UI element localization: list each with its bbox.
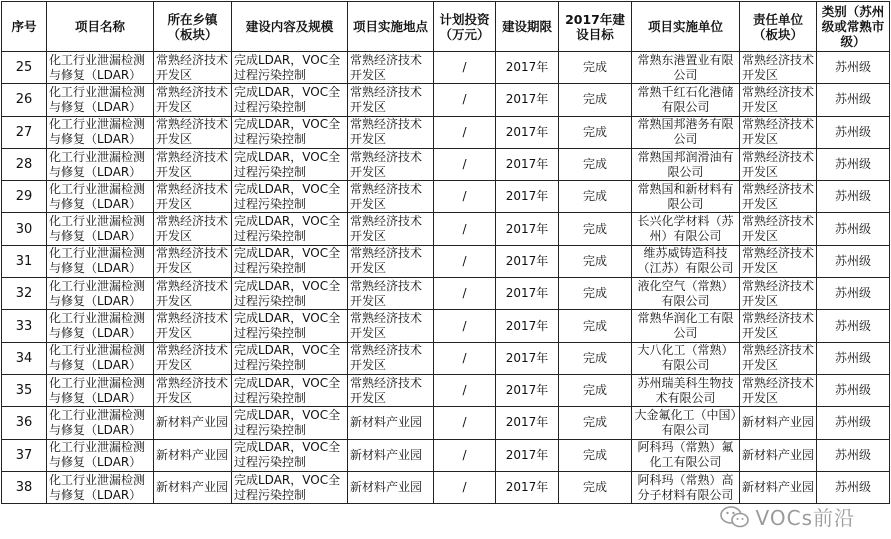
cell-site: 新材料产业园 [348, 471, 434, 503]
header-no: 序号 [2, 2, 47, 52]
cell-unit: 液化空气（常熟）有限公司 [632, 278, 740, 310]
table-row [2, 278, 890, 310]
cell-name: 化工行业泄漏检测与修复（LDAR） [47, 52, 154, 84]
table-row [2, 213, 890, 245]
cell-resp: 常熟经济技术开发区 [740, 278, 817, 310]
cell-invest: / [434, 374, 496, 406]
cell-site: 常熟经济技术开发区 [348, 116, 434, 148]
cell-name: 化工行业泄漏检测与修复（LDAR） [47, 213, 154, 245]
cell-town: 常熟经济技术开发区 [154, 342, 232, 374]
table-row [2, 310, 890, 342]
cell-name: 化工行业泄漏检测与修复（LDAR） [47, 245, 154, 277]
watermark [720, 502, 855, 531]
cell-unit: 大八化工（常熟）有限公司 [632, 342, 740, 374]
cell-town: 常熟经济技术开发区 [154, 52, 232, 84]
cell-town: 新材料产业园 [154, 439, 232, 471]
header-period: 建设期限 [496, 2, 559, 52]
cell-site: 新材料产业园 [348, 439, 434, 471]
cell-goal: 完成 [559, 52, 632, 84]
cell-content: 完成LDAR，VOC全过程污染控制 [232, 471, 348, 503]
cell-period: 2017年 [496, 245, 559, 277]
cell-period: 2017年 [496, 278, 559, 310]
cell-content: 完成LDAR，VOC全过程污染控制 [232, 148, 348, 180]
cell-level: 苏州级 [817, 213, 890, 245]
cell-name: 化工行业泄漏检测与修复（LDAR） [47, 471, 154, 503]
cell-level: 苏州级 [817, 84, 890, 116]
cell-invest: / [434, 116, 496, 148]
cell-period: 2017年 [496, 342, 559, 374]
cell-town: 新材料产业园 [154, 471, 232, 503]
cell-name: 化工行业泄漏检测与修复（LDAR） [47, 439, 154, 471]
cell-content: 完成LDAR，VOC全过程污染控制 [232, 342, 348, 374]
table-row [2, 181, 890, 213]
cell-unit: 常熟东港置业有限公司 [632, 52, 740, 84]
cell-name: 化工行业泄漏检测与修复（LDAR） [47, 310, 154, 342]
cell-invest: / [434, 407, 496, 439]
cell-site: 常熟经济技术开发区 [348, 213, 434, 245]
cell-no: 27 [2, 116, 47, 148]
cell-content: 完成LDAR，VOC全过程污染控制 [232, 374, 348, 406]
cell-resp: 新材料产业园 [740, 439, 817, 471]
cell-invest: / [434, 245, 496, 277]
cell-unit: 大金氟化工（中国）有限公司 [632, 407, 740, 439]
cell-content: 完成LDAR，VOC全过程污染控制 [232, 84, 348, 116]
cell-period: 2017年 [496, 471, 559, 503]
cell-goal: 完成 [559, 213, 632, 245]
cell-period: 2017年 [496, 116, 559, 148]
cell-unit: 维苏威铸造科技（江苏）有限公司 [632, 245, 740, 277]
cell-site: 新材料产业园 [348, 407, 434, 439]
cell-name: 化工行业泄漏检测与修复（LDAR） [47, 116, 154, 148]
table-row [2, 84, 890, 116]
watermark-text: VOCs前沿 [755, 506, 855, 530]
table-row [2, 471, 890, 503]
cell-town: 常熟经济技术开发区 [154, 310, 232, 342]
cell-unit: 常熟千红石化港储有限公司 [632, 84, 740, 116]
cell-level: 苏州级 [817, 148, 890, 180]
cell-goal: 完成 [559, 148, 632, 180]
cell-town: 常熟经济技术开发区 [154, 116, 232, 148]
cell-level: 苏州级 [817, 52, 890, 84]
cell-resp: 常熟经济技术开发区 [740, 52, 817, 84]
table-row [2, 342, 890, 374]
cell-invest: / [434, 181, 496, 213]
cell-town: 常熟经济技术开发区 [154, 278, 232, 310]
cell-period: 2017年 [496, 84, 559, 116]
cell-no: 37 [2, 439, 47, 471]
cell-no: 38 [2, 471, 47, 503]
cell-resp: 常熟经济技术开发区 [740, 181, 817, 213]
cell-period: 2017年 [496, 439, 559, 471]
cell-name: 化工行业泄漏检测与修复（LDAR） [47, 84, 154, 116]
cell-name: 化工行业泄漏检测与修复（LDAR） [47, 407, 154, 439]
table-row [2, 407, 890, 439]
header-resp: 责任单位（板块） [740, 2, 817, 52]
cell-town: 常熟经济技术开发区 [154, 245, 232, 277]
cell-goal: 完成 [559, 181, 632, 213]
cell-unit: 常熟国邦润滑油有限公司 [632, 148, 740, 180]
cell-invest: / [434, 310, 496, 342]
cell-goal: 完成 [559, 310, 632, 342]
cell-resp: 常熟经济技术开发区 [740, 213, 817, 245]
cell-level: 苏州级 [817, 116, 890, 148]
cell-no: 36 [2, 407, 47, 439]
cell-resp: 常熟经济技术开发区 [740, 342, 817, 374]
header-town: 所在乡镇（板块） [154, 2, 232, 52]
cell-resp: 新材料产业园 [740, 407, 817, 439]
cell-invest: / [434, 84, 496, 116]
cell-content: 完成LDAR，VOC全过程污染控制 [232, 439, 348, 471]
cell-content: 完成LDAR，VOC全过程污染控制 [232, 278, 348, 310]
cell-resp: 新材料产业园 [740, 471, 817, 503]
cell-name: 化工行业泄漏检测与修复（LDAR） [47, 181, 154, 213]
cell-goal: 完成 [559, 116, 632, 148]
cell-level: 苏州级 [817, 342, 890, 374]
cell-goal: 完成 [559, 471, 632, 503]
cell-period: 2017年 [496, 181, 559, 213]
cell-level: 苏州级 [817, 439, 890, 471]
cell-town: 常熟经济技术开发区 [154, 213, 232, 245]
cell-no: 32 [2, 278, 47, 310]
cell-unit: 常熟华润化工有限公司 [632, 310, 740, 342]
cell-no: 26 [2, 84, 47, 116]
cell-invest: / [434, 278, 496, 310]
cell-resp: 常熟经济技术开发区 [740, 84, 817, 116]
cell-name: 化工行业泄漏检测与修复（LDAR） [47, 342, 154, 374]
cell-resp: 常熟经济技术开发区 [740, 245, 817, 277]
cell-content: 完成LDAR，VOC全过程污染控制 [232, 52, 348, 84]
cell-no: 34 [2, 342, 47, 374]
cell-goal: 完成 [559, 278, 632, 310]
table-row [2, 374, 890, 406]
header-unit: 项目实施单位 [632, 2, 740, 52]
cell-resp: 常熟经济技术开发区 [740, 310, 817, 342]
cell-no: 30 [2, 213, 47, 245]
cell-level: 苏州级 [817, 374, 890, 406]
cell-content: 完成LDAR，VOC全过程污染控制 [232, 310, 348, 342]
cell-level: 苏州级 [817, 471, 890, 503]
cell-no: 31 [2, 245, 47, 277]
cell-site: 常熟经济技术开发区 [348, 245, 434, 277]
cell-invest: / [434, 148, 496, 180]
cell-site: 常熟经济技术开发区 [348, 181, 434, 213]
header-invest: 计划投资（万元） [434, 2, 496, 52]
header-name: 项目名称 [47, 2, 154, 52]
cell-name: 化工行业泄漏检测与修复（LDAR） [47, 278, 154, 310]
header-level: 类别（苏州级或常熟市级） [817, 2, 890, 52]
cell-content: 完成LDAR，VOC全过程污染控制 [232, 213, 348, 245]
cell-resp: 常熟经济技术开发区 [740, 148, 817, 180]
cell-level: 苏州级 [817, 181, 890, 213]
cell-period: 2017年 [496, 407, 559, 439]
cell-level: 苏州级 [817, 245, 890, 277]
cell-town: 常熟经济技术开发区 [154, 84, 232, 116]
cell-site: 常熟经济技术开发区 [348, 278, 434, 310]
table-row [2, 116, 890, 148]
cell-town: 常熟经济技术开发区 [154, 148, 232, 180]
cell-site: 常熟经济技术开发区 [348, 374, 434, 406]
wechat-icon [720, 506, 750, 528]
cell-unit: 常熟国和新材料有限公司 [632, 181, 740, 213]
cell-level: 苏州级 [817, 310, 890, 342]
cell-period: 2017年 [496, 310, 559, 342]
cell-invest: / [434, 471, 496, 503]
cell-unit: 苏州瑞美科生物技术有限公司 [632, 374, 740, 406]
cell-no: 29 [2, 181, 47, 213]
cell-goal: 完成 [559, 374, 632, 406]
cell-content: 完成LDAR，VOC全过程污染控制 [232, 245, 348, 277]
cell-goal: 完成 [559, 407, 632, 439]
cell-no: 28 [2, 148, 47, 180]
cell-period: 2017年 [496, 374, 559, 406]
cell-unit: 阿科玛（常熟）氟化工有限公司 [632, 439, 740, 471]
cell-name: 化工行业泄漏检测与修复（LDAR） [47, 374, 154, 406]
cell-content: 完成LDAR，VOC全过程污染控制 [232, 407, 348, 439]
cell-goal: 完成 [559, 245, 632, 277]
cell-unit: 阿科玛（常熟）高分子材料有限公司 [632, 471, 740, 503]
cell-town: 常熟经济技术开发区 [154, 181, 232, 213]
cell-period: 2017年 [496, 148, 559, 180]
cell-no: 35 [2, 374, 47, 406]
cell-site: 常熟经济技术开发区 [348, 148, 434, 180]
cell-site: 常熟经济技术开发区 [348, 310, 434, 342]
cell-goal: 完成 [559, 84, 632, 116]
cell-resp: 常熟经济技术开发区 [740, 116, 817, 148]
cell-no: 25 [2, 52, 47, 84]
table-row [2, 245, 890, 277]
cell-content: 完成LDAR，VOC全过程污染控制 [232, 116, 348, 148]
cell-resp: 常熟经济技术开发区 [740, 374, 817, 406]
header-site: 项目实施地点 [348, 2, 434, 52]
cell-town: 常熟经济技术开发区 [154, 374, 232, 406]
table-row [2, 439, 890, 471]
cell-town: 新材料产业园 [154, 407, 232, 439]
cell-unit: 常熟国邦港务有限公司 [632, 116, 740, 148]
table-row [2, 148, 890, 180]
header-content: 建设内容及规模 [232, 2, 348, 52]
cell-invest: / [434, 52, 496, 84]
cell-period: 2017年 [496, 213, 559, 245]
cell-period: 2017年 [496, 52, 559, 84]
header-goal: 2017年建设目标 [559, 2, 632, 52]
cell-name: 化工行业泄漏检测与修复（LDAR） [47, 148, 154, 180]
table-body [2, 52, 890, 504]
cell-site: 常熟经济技术开发区 [348, 342, 434, 374]
cell-content: 完成LDAR，VOC全过程污染控制 [232, 181, 348, 213]
cell-invest: / [434, 439, 496, 471]
cell-goal: 完成 [559, 439, 632, 471]
cell-goal: 完成 [559, 342, 632, 374]
table-row [2, 52, 890, 84]
cell-level: 苏州级 [817, 278, 890, 310]
cell-unit: 长兴化学材料（苏州）有限公司 [632, 213, 740, 245]
cell-site: 常熟经济技术开发区 [348, 52, 434, 84]
cell-no: 33 [2, 310, 47, 342]
cell-level: 苏州级 [817, 407, 890, 439]
cell-invest: / [434, 342, 496, 374]
header-row [2, 2, 890, 52]
projects-table [1, 1, 890, 504]
cell-site: 常熟经济技术开发区 [348, 84, 434, 116]
cell-invest: / [434, 213, 496, 245]
